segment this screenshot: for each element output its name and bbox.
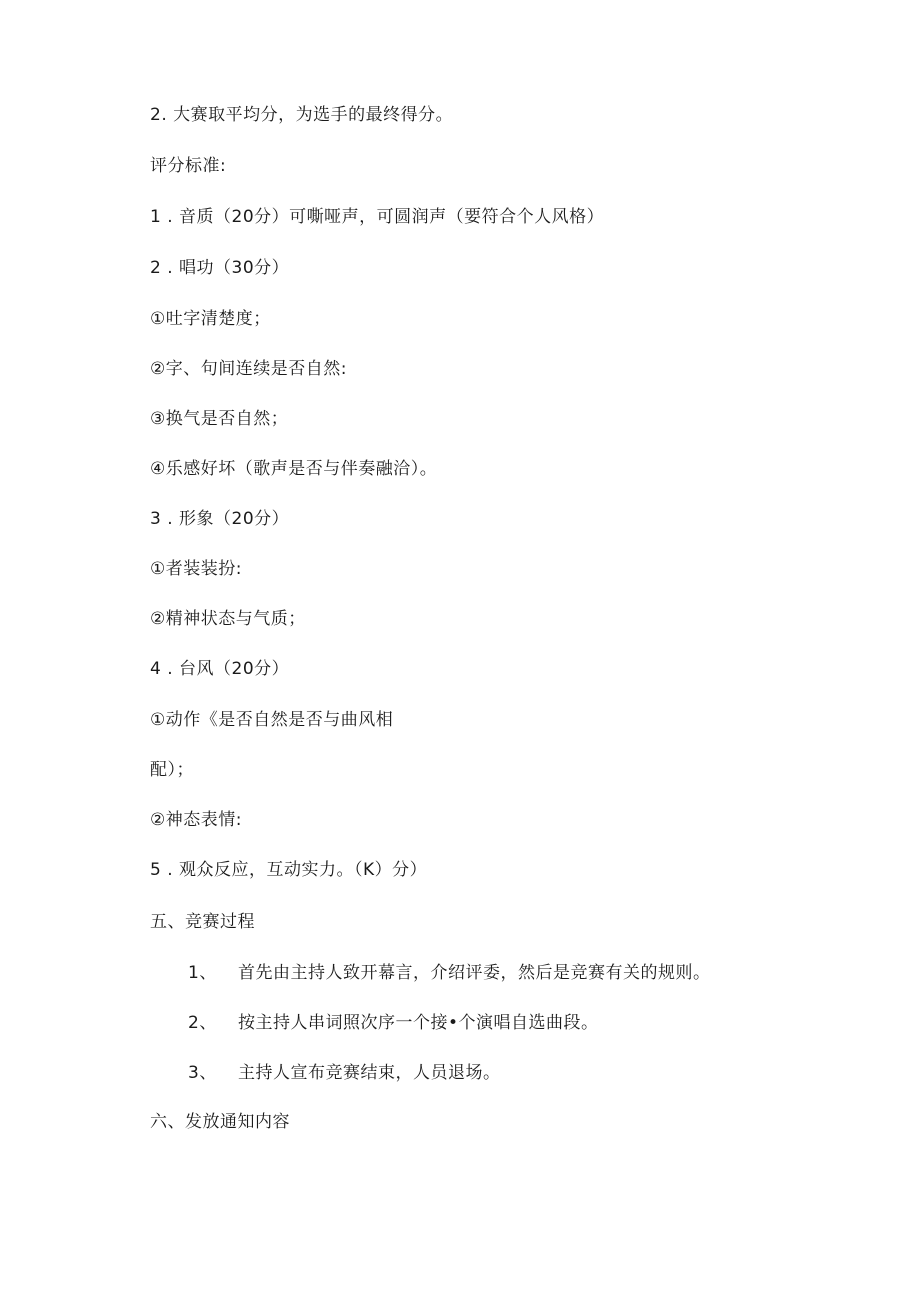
process-step-number: 2、 — [188, 1013, 217, 1033]
process-heading: 五、竞赛过程 — [150, 912, 255, 932]
process-step-text: 首先由主持人致开幕言，介绍评委，然后是竞赛有关的规则。 — [238, 963, 711, 983]
image-point: ②精神状态与气质； — [150, 609, 306, 629]
process-step-text: 按主持人串词照次序一个接•个演唱自选曲段。 — [238, 1013, 599, 1033]
criterion-sound-quality: 1 . 音质（20分）可嘶哑声，可圆润声（要符合个人风格） — [150, 207, 605, 227]
criterion-image-title: 3 . 形象（20分） — [150, 509, 290, 529]
stage-point: 配）； — [150, 760, 194, 780]
stage-point: ①动作《是否自然是否与曲风相 — [150, 710, 394, 730]
singing-point: ①吐字清楚度； — [150, 309, 271, 329]
stage-point: ②神态表情: — [150, 810, 242, 830]
criterion-singing-title: 2 . 唱功（30分） — [150, 258, 290, 278]
process-step-text: 主持人宣布竞赛结束，人员退场。 — [238, 1063, 501, 1083]
criterion-stage-title: 4 . 台风（20分） — [150, 659, 290, 679]
singing-point: ④乐感好坏（歌声是否与伴奏融洽）。 — [150, 459, 438, 479]
image-point: ①者装装扮: — [150, 559, 242, 579]
criteria-heading: 评分标准: — [150, 156, 227, 176]
process-step-number: 1、 — [188, 963, 217, 983]
rule-average-score: 2. 大赛取平均分，为选手的最终得分。 — [150, 105, 454, 125]
criterion-audience: 5 . 观众反应，互动实力。（K）分） — [150, 860, 428, 880]
process-step-number: 3、 — [188, 1063, 217, 1083]
singing-point: ②字、句间连续是否自然: — [150, 359, 347, 379]
notice-heading: 六、发放通知内容 — [150, 1112, 290, 1132]
singing-point: ③换气是否自然； — [150, 409, 289, 429]
